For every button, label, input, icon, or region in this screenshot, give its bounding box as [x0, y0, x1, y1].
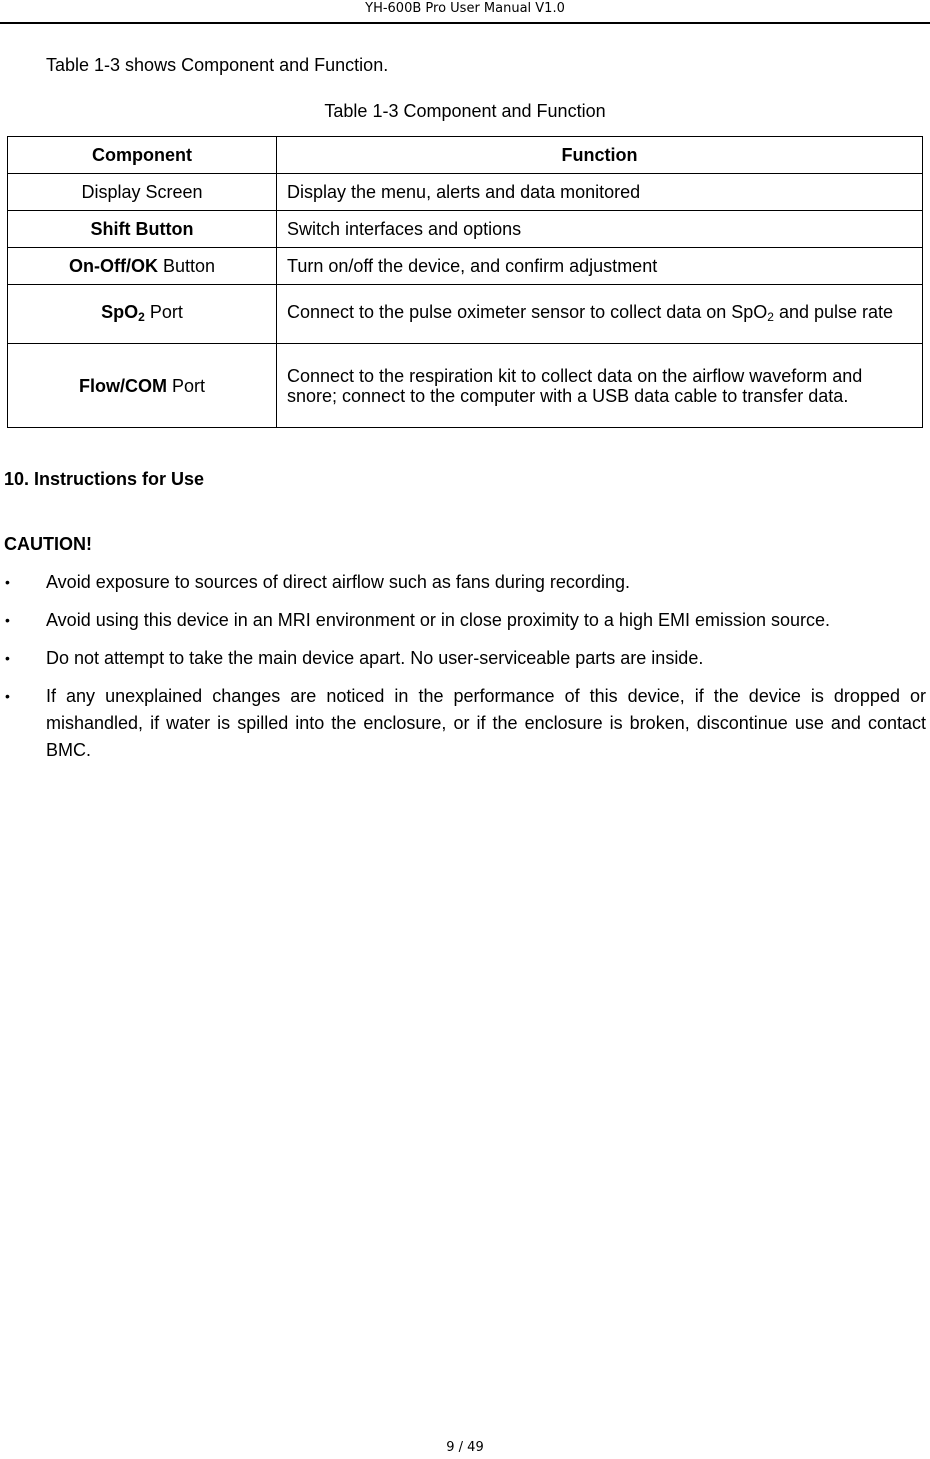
function-cell: Display the menu, alerts and data monitored [277, 174, 923, 211]
function-pre: Connect to the pulse oximeter sensor to collect data on SpO [287, 301, 768, 322]
bullet-icon: • [5, 688, 10, 704]
table-row [8, 174, 923, 211]
bullet-icon: • [5, 612, 10, 628]
function-cell [277, 285, 923, 344]
list-item [0, 607, 926, 634]
component-bold: Flow/COM [78, 375, 167, 396]
intro-text: Table 1-3 shows Component and Function. [46, 55, 389, 75]
column-header-component: Component [8, 137, 277, 174]
component-bold-text: SpO [101, 301, 139, 322]
component-bold: On-Off/OK [68, 256, 158, 276]
list-item-text: Avoid using this device in an MRI environment or in close proximity to a high EMI emission source. [46, 610, 831, 630]
component-bold: Shift Button [90, 219, 194, 239]
caution-list [0, 569, 926, 775]
component-rest: Button [157, 256, 216, 276]
component-cell [8, 344, 277, 428]
section-title: 10. Instructions for Use [4, 469, 205, 489]
component-rest: Port [166, 375, 205, 396]
page-number: 9 / 49 [446, 1440, 484, 1455]
function-post: and pulse rate [773, 301, 894, 322]
function-cell: Connect to the respiration kit to collect data on the airflow waveform and snore; connect to the computer with a USB data cable to transfer data. [277, 344, 923, 428]
list-item-text: Avoid exposure to sources of direct airflow such as fans during recording. [46, 572, 630, 592]
table-row [8, 344, 923, 428]
table-row [8, 285, 923, 344]
bullet-icon: • [5, 650, 10, 666]
component-cell [8, 285, 277, 344]
column-header-function: Function [277, 137, 923, 174]
table-row [8, 211, 923, 248]
component-cell [8, 248, 277, 285]
component-cell [8, 211, 277, 248]
function-cell: Turn on/off the device, and confirm adjustment [277, 248, 923, 285]
table-header-row [8, 137, 923, 174]
component-bold [101, 302, 145, 322]
component-subscript: 2 [138, 309, 145, 324]
bullet-icon: • [5, 574, 10, 590]
list-item-text: Do not attempt to take the main device apart. No user-serviceable parts are inside. [46, 648, 704, 668]
component-function-table [7, 136, 923, 428]
function-subscript: 2 [767, 309, 774, 324]
component-rest: Port [144, 301, 183, 322]
component-cell: Display Screen [8, 174, 277, 211]
list-item [0, 645, 926, 672]
caution-title: CAUTION! [4, 534, 92, 554]
list-item [0, 569, 926, 596]
list-item-text: If any unexplained changes are noticed in the performance of this device, if the device is dropped or mishandled, if water is spilled into the enclosure, or if the enclosure is broken, discontinue use and contact BMC. [46, 686, 926, 760]
list-item [0, 683, 926, 764]
table-row [8, 248, 923, 285]
table-caption: Table 1-3 Component and Function [324, 101, 606, 121]
page-header: YH-600B Pro User Manual V1.0 [0, 0, 930, 24]
function-cell: Switch interfaces and options [277, 211, 923, 248]
